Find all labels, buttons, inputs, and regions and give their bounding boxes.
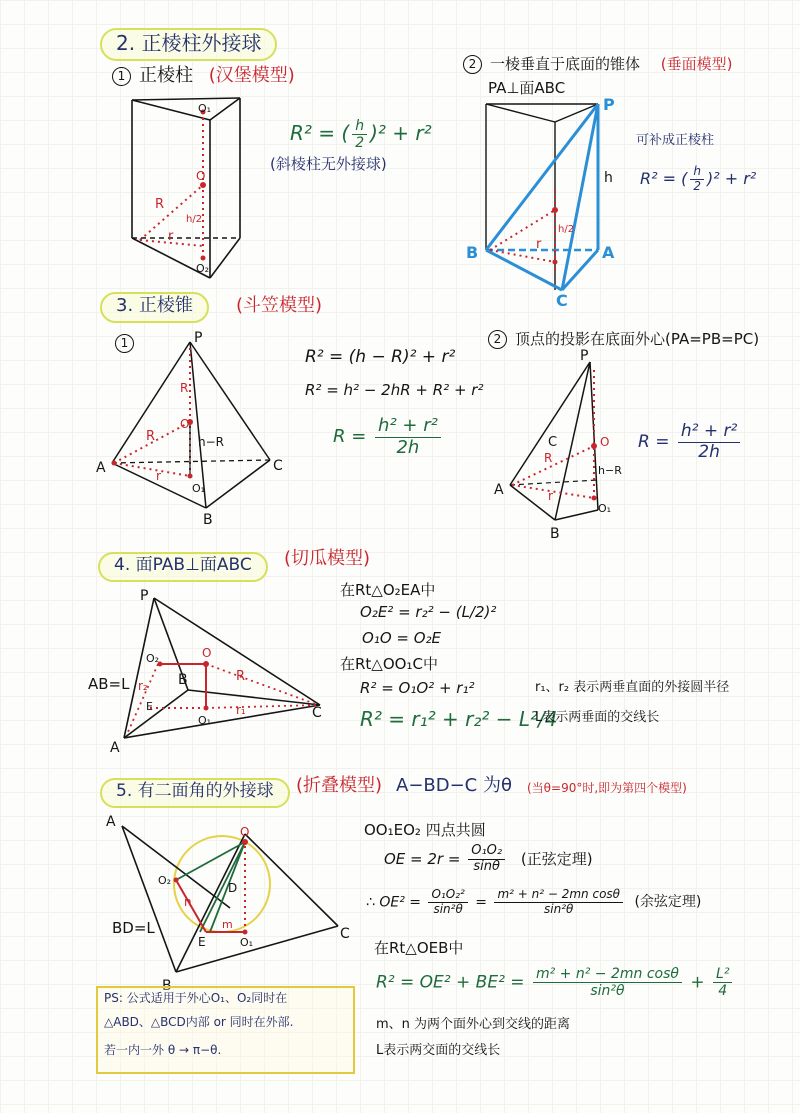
m-label-R: R xyxy=(236,669,246,684)
s5-line-5-den: sin²θ xyxy=(590,983,625,1000)
pp-label-A: A xyxy=(602,243,615,262)
prism-label-o1: O₁ xyxy=(198,102,212,115)
prism-label-r: r xyxy=(168,229,174,244)
s4-step-2: O₂E² = r₂² − (L/2)² xyxy=(360,603,497,621)
s5-line-3-tag: (余弦定理) xyxy=(634,894,702,911)
s5-note-1: m、n 为两个面外心到交线的距离 xyxy=(376,1017,571,1032)
sub2-model: (垂面模型) xyxy=(660,55,733,73)
c2-label-R: R xyxy=(544,451,553,465)
s3-result-1-den: 2h xyxy=(396,436,420,458)
s3-result-2-num: h² + r² xyxy=(678,422,740,443)
f-label-O1: O₁ xyxy=(240,936,254,949)
s4-note-2: L表示两垂面的交线长 xyxy=(535,710,660,725)
s5-line-3-eq: = xyxy=(475,894,487,911)
c2-label-C: C xyxy=(548,435,558,450)
s3-formula-1: R² = (h − R)² + r² xyxy=(305,347,456,367)
m-label-r1: r₁ xyxy=(236,703,246,717)
pp-label-h: h xyxy=(604,170,613,186)
s5-line-3 xyxy=(366,888,701,917)
s4-step-4: 在Rt△OO₁C中 xyxy=(340,655,438,673)
prism-note: (斜棱柱无外接球) xyxy=(270,155,387,173)
f-label-m: m xyxy=(222,918,233,931)
s3-sub2-number: 2 xyxy=(488,330,507,349)
s4-step-5: R² = O₁O² + r₁² xyxy=(360,679,475,697)
s5-line-3-lhs: ∴ OE² = xyxy=(366,894,422,911)
section-5-model: (折叠模型) xyxy=(296,775,383,796)
s5-line-2-den: sinθ xyxy=(473,858,500,874)
section-3-title: 3. 正棱锥 xyxy=(100,292,209,323)
s5-bd: BD=L xyxy=(112,919,155,937)
s5-note-2: L表示两交面的交线长 xyxy=(376,1043,501,1058)
ps-line-1: PS: 公式适用于外心O₁、O₂同时在 xyxy=(104,991,288,1005)
ps-line-2: △ABD、△BCD内部 or 同时在外部. xyxy=(104,1015,294,1029)
s4-ab: AB=L xyxy=(88,675,130,693)
c1-label-C: C xyxy=(273,458,283,474)
s5-line-3-den2: sin²θ xyxy=(544,901,574,916)
prism-formula: R² = ( $\frac{h}{2}$ )² + r² xyxy=(290,118,432,152)
sub2-condition: PA⊥面ABC xyxy=(488,79,566,97)
s3-result-1-lhs: R = xyxy=(333,426,367,448)
section-5-title: 5. 有二面角的外接球 xyxy=(100,778,290,808)
pp-label-h2: h/2 xyxy=(558,224,575,235)
c1-label-P: P xyxy=(194,330,203,346)
ps-line-3: 若一内一外 θ → π−θ. xyxy=(104,1043,222,1057)
s3-formula-2: R² = h² − 2hR + R² + r² xyxy=(305,381,484,399)
prism-label-R: R xyxy=(155,197,165,212)
c1-label-O1: O₁ xyxy=(192,482,206,495)
c1-label-B: B xyxy=(203,512,213,528)
c2-label-P: P xyxy=(580,348,589,364)
f-label-E: E xyxy=(198,935,206,949)
m-label-B: B xyxy=(178,672,188,688)
s3-result-2-lhs: R = xyxy=(638,432,670,453)
prism-label-h2: h/2 xyxy=(186,214,203,225)
c1-label-R: R xyxy=(146,429,156,444)
m-label-P: P xyxy=(140,588,149,604)
s4-result: R² = r₁² + r₂² − L²/4 xyxy=(360,707,558,731)
m-label-r2: r₂ xyxy=(138,679,148,693)
s5-line-3-num1: O₁O₂² xyxy=(428,888,467,903)
c2-label-hR: h−R xyxy=(598,464,622,477)
f-label-C: C xyxy=(340,926,350,942)
s3-sub2-title: 顶点的投影在底面外心 xyxy=(515,330,666,348)
sub1-number: 1 xyxy=(112,67,131,86)
s5-line-1: OO₁EO₂ 四点共圆 xyxy=(364,821,486,839)
s5-line-3-den1: sin²θ xyxy=(433,901,463,916)
s5-line-4: 在Rt△OEB中 xyxy=(374,939,464,957)
c2-label-O1: O₁ xyxy=(598,502,612,515)
sub1-model: (汉堡模型) xyxy=(208,65,295,86)
pp-label-C: C xyxy=(556,291,568,310)
section-4-model: (切瓜模型) xyxy=(284,548,371,569)
m-label-A: A xyxy=(110,740,120,756)
s5-line-2-num: O₁O₂ xyxy=(468,844,505,860)
section-4-title: 4. 面PAB⊥面ABC xyxy=(98,552,268,582)
c1-label-R2: R xyxy=(180,381,189,395)
s5-line-5-num: m² + n² − 2mn cosθ xyxy=(533,966,682,983)
pp-label-P: P xyxy=(603,95,615,114)
c1-label-O: O xyxy=(180,417,190,431)
s5-line-2-tag: (正弦定理) xyxy=(520,849,593,868)
sub2-title: 一棱垂直于底面的锥体 xyxy=(490,55,641,73)
s3-sub1-number: 1 xyxy=(115,334,134,353)
section-5-expr: A−BD−C 为θ xyxy=(396,775,512,796)
c2-label-B: B xyxy=(550,526,560,542)
sub2-note: 可补成正棱柱 xyxy=(636,133,715,148)
pp-label-r: r xyxy=(536,237,542,252)
s4-step-1: 在Rt△O₂EA中 xyxy=(340,581,436,599)
s5-line-5-plus: + xyxy=(690,972,705,993)
prism-label-o: O xyxy=(196,169,206,183)
s4-note-1: r₁、r₂ 表示两垂直面的外接圆半径 xyxy=(535,680,730,695)
c1-label-hR: h−R xyxy=(198,435,224,449)
f-label-O: O xyxy=(240,825,250,839)
m-label-O: O xyxy=(202,646,212,660)
section-5-note: (当θ=90°时,即为第四个模型) xyxy=(527,781,687,795)
m-label-C: C xyxy=(312,705,322,721)
sub1-title: 正棱柱 xyxy=(139,65,193,86)
c2-label-A: A xyxy=(494,482,504,498)
s5-line-5-den2: 4 xyxy=(718,983,728,1000)
c1-label-A: A xyxy=(96,460,106,476)
s5-line-5 xyxy=(376,966,735,999)
s3-result-2-den: 2h xyxy=(698,441,720,462)
s3-sub2-cond: (PA=PB=PC) xyxy=(665,330,760,348)
f-label-D: D xyxy=(228,881,238,895)
c2-label-O: O xyxy=(600,435,610,449)
section-2-title: 2. 正棱柱外接球 xyxy=(100,28,277,61)
f-label-n: n xyxy=(184,895,192,909)
s5-line-3-num2: m² + n² − 2mn cosθ xyxy=(494,888,623,903)
s5-line-5-lhs: R² = OE² + BE² = xyxy=(376,972,525,993)
pp-label-B: B xyxy=(466,243,479,262)
c1-label-r: r xyxy=(156,469,161,483)
c2-label-r: r xyxy=(548,489,553,503)
sub2-number: 2 xyxy=(463,55,482,74)
m-label-O2: O₂ xyxy=(146,652,160,665)
section-3-model: (斗笠模型) xyxy=(236,295,323,316)
s4-step-3: O₁O = O₂E xyxy=(362,629,442,647)
f-label-B: B xyxy=(162,978,172,994)
f-label-O2: O₂ xyxy=(158,874,172,887)
s5-line-2-lhs: OE = 2r = xyxy=(384,849,461,868)
s5-line-2 xyxy=(384,844,593,875)
m-label-E: E xyxy=(146,700,153,713)
s5-line-5-num2: L² xyxy=(713,966,732,983)
m-label-O1: O₁ xyxy=(198,714,212,727)
s3-result-1-num: h² + r² xyxy=(375,416,441,438)
sub2-formula: R² = ( $\frac{h}{2}$ )² + r² xyxy=(640,164,757,193)
f-label-A: A xyxy=(106,814,116,830)
prism-label-o2: O₂ xyxy=(196,262,210,275)
